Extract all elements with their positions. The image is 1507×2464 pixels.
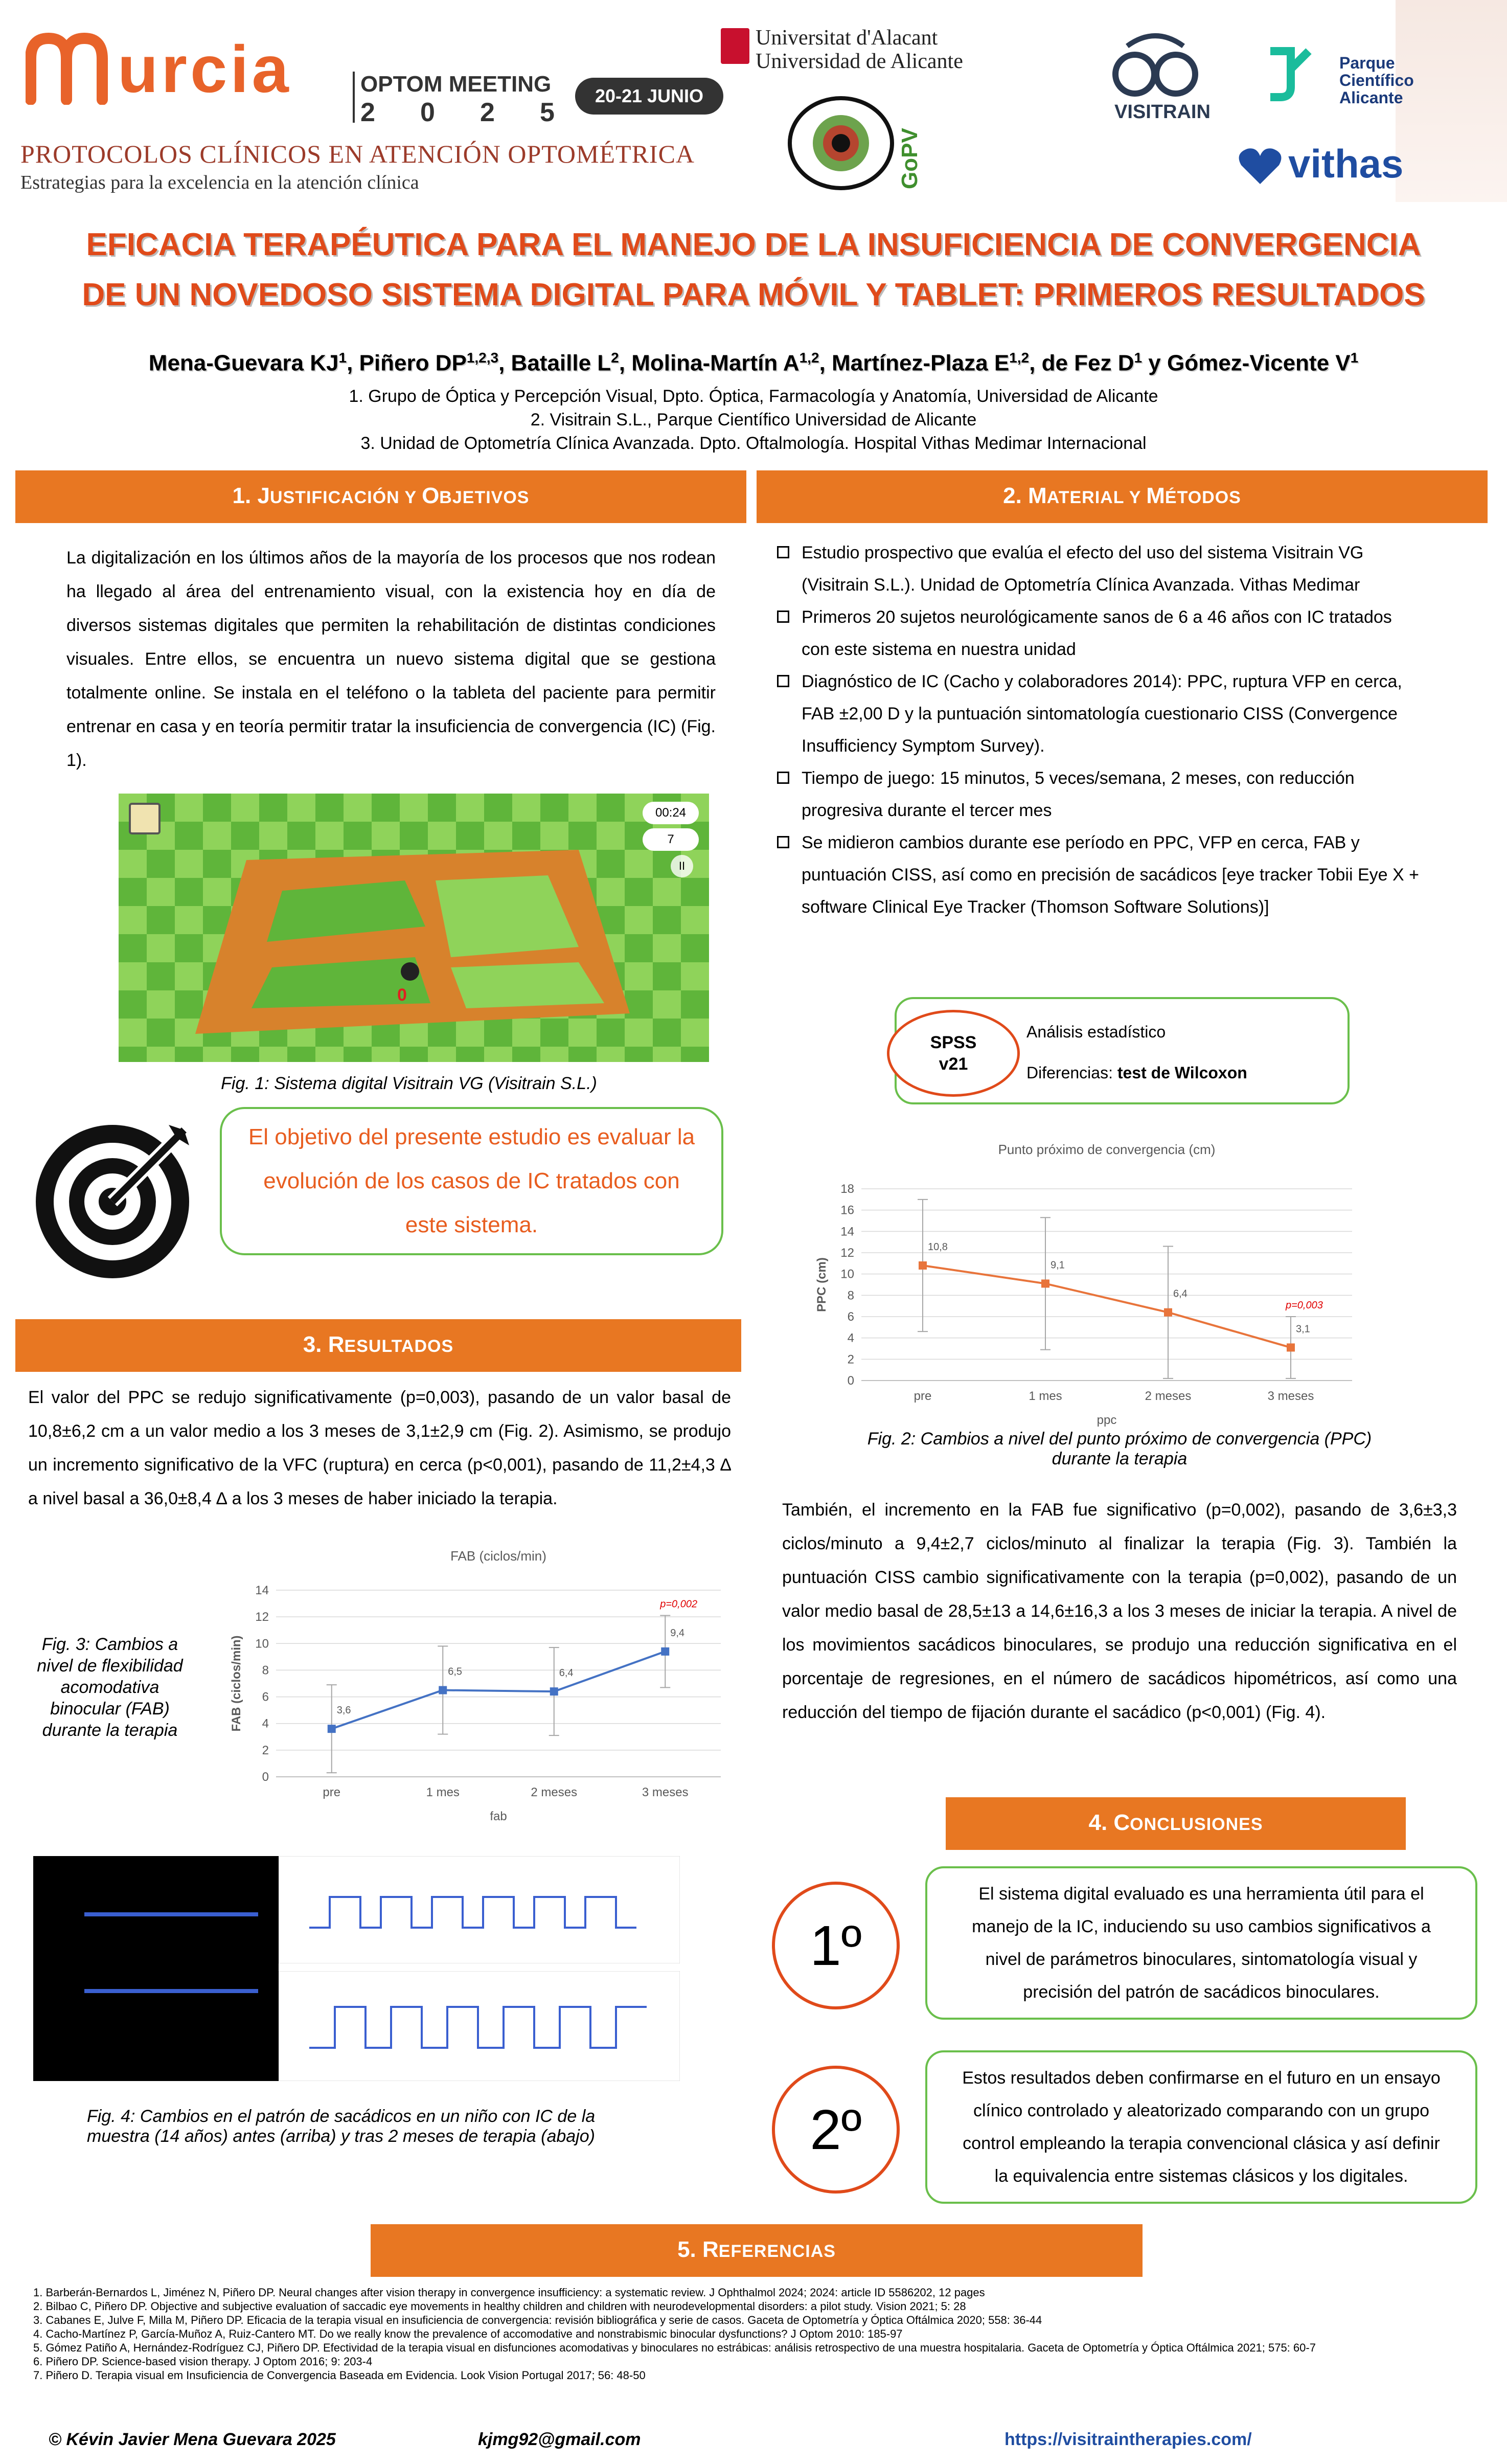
y-tick-label: 6: [847, 1310, 854, 1324]
author-name: Gómez-Vicente V: [1167, 350, 1351, 376]
vithas-wordmark: vithas: [1288, 141, 1404, 186]
data-label: 6,4: [559, 1667, 574, 1679]
chart-title: Punto próximo de convergencia (cm): [998, 1142, 1216, 1157]
section-number: 2.: [1003, 483, 1029, 508]
chart-title: FAB (ciclos/min): [450, 1548, 546, 1564]
y-tick-label: 0: [262, 1770, 269, 1784]
section-4-header: [946, 1797, 1406, 1850]
author-name: Martínez-Plaza E: [831, 350, 1010, 376]
hourglass-icon: [129, 803, 161, 834]
authors-line: [0, 344, 1507, 378]
author-separator: ,: [347, 350, 359, 376]
x-tick-label: 1 mes: [1029, 1389, 1062, 1403]
fab-chart: [220, 1544, 731, 1825]
results-right-text: También, el incremento en la FAB fue significativo (p=0,002), pasando de 3,6±3,3 ciclos/minuto a 9,4±2,7 ciclos/minuto al finalizar la terapia (Fig. 3). También la puntuación CISS cambio significativamente con la terapia (p=0,002), pasando de un valor medio basal de 28,5±13 a 14,6±16,3 a los 3 meses de iniciar la terapia. A nivel de los movimientos sacádicos binoculares, se produjo una reducción significativa en el porcentaje de regresiones, en el número de sacádicos hipométricos, así como una reducción del tiempo de fijación durante el sacádico (p<0,001) (Fig. 4).: [782, 1500, 1457, 1722]
section-2-header: [757, 470, 1488, 523]
conclusion-number-circle: [772, 1882, 900, 2009]
author-affiliation-sup: 1: [338, 350, 347, 366]
methods-list: [777, 537, 1421, 923]
year-digit: 5: [540, 98, 555, 127]
x-axis-label: ppc: [1097, 1413, 1117, 1427]
ua-name-line1: Universitat d'Alacant: [756, 26, 938, 50]
parque-line: Científico: [1339, 71, 1414, 89]
year-digit: 2: [360, 98, 375, 127]
x-tick-label: 2 meses: [1145, 1389, 1192, 1403]
author-name: Bataille L: [511, 350, 611, 376]
author-name: Mena-Guevara KJ: [148, 350, 339, 376]
section-1-header: [15, 470, 746, 523]
p-value-annotation: p=0,002: [660, 1598, 698, 1610]
x-tick-label: 3 meses: [1267, 1389, 1314, 1403]
p-value-annotation: p=0,003: [1286, 1300, 1323, 1311]
methods-item: Primeros 20 sujetos neurológicamente sanos de 6 a 46 años con IC tratados con este sistema en nuestra unidad: [777, 601, 1421, 666]
section-rest: ONCLUSIONES: [1130, 1815, 1263, 1834]
y-tick-label: 8: [262, 1663, 269, 1678]
data-point: [439, 1686, 447, 1694]
y-axis-label: FAB (ciclos/min): [230, 1635, 243, 1732]
author-affiliation-sup: 1,2: [799, 350, 819, 366]
data-label: 3,1: [1296, 1323, 1310, 1335]
header-banner: [0, 0, 1507, 202]
stats-test: test de Wilcoxon: [1117, 1064, 1247, 1082]
visitrain-wordmark: VISITRAIN: [1114, 101, 1211, 123]
author-affiliation-sup: 1: [1134, 350, 1143, 366]
affiliation-line: 3. Unidad de Optometría Clínica Avanzada. Dpto. Oftalmología. Hospital Vithas Medimar Internacional: [360, 434, 1147, 453]
gopv-label: GoPV: [897, 128, 922, 189]
section-number: 1.: [232, 483, 258, 508]
objective-text: El objetivo del presente estudio es evaluar la evolución de los casos de IC tratados con este sistema.: [248, 1124, 695, 1237]
author-affiliation-sup: 2: [611, 350, 619, 366]
section-5-header: [371, 2224, 1143, 2277]
y-axis-label: PPC (cm): [815, 1257, 829, 1312]
ppc-chart: [805, 1138, 1367, 1429]
x-tick-label: pre: [914, 1389, 932, 1403]
data-label: 10,8: [928, 1241, 948, 1253]
data-point: [661, 1647, 669, 1656]
y-tick-label: 10: [255, 1637, 269, 1651]
conclusion-number-circle: [772, 2066, 900, 2194]
section-rest: ESULTADOS: [344, 1337, 454, 1356]
saccade-plot-bottom: [279, 1971, 680, 2081]
eye-logo-icon: [785, 95, 897, 192]
section-rest: BJETIVOS: [439, 488, 530, 507]
y-tick-label: 18: [840, 1182, 854, 1196]
ua-logo-icon: [721, 28, 749, 64]
section-cap: M: [1028, 483, 1047, 508]
ua-name-line2: Universidad de Alicante: [756, 50, 963, 73]
conclusion-text: Estos resultados deben confirmarse en el futuro en un ensayo clínico controlado y aleatorizado comparando con un grupo control empleando la terapia convencional clásica y así definir la equivalencia entre sistemas clásicos y los digitales.: [962, 2068, 1441, 2186]
y-tick-label: 4: [847, 1331, 854, 1345]
section-rest: EFERENCIAS: [718, 2242, 836, 2261]
reference-item: 4. Cacho-Martínez P, García-Muñoz A, Ruiz-Cantero MT. Do we really know the prevalence of accomodative and nonstrabismic binocular dysfunctions? J Optom 2010: 185-97: [33, 2327, 903, 2340]
year-digits: [360, 97, 555, 128]
dates-badge: 20-21 JUNIO: [575, 78, 723, 115]
y-tick-label: 4: [262, 1716, 269, 1731]
reference-item: 1. Barberán-Bernardos L, Jiménez N, Piñero DP. Neural changes after vision therapy in convergence insufficiency: a systematic review. J Ophthalmol 2024; 2024: article ID 5586202, 12 pages: [33, 2286, 985, 2299]
stats-title: Análisis estadístico: [1026, 1023, 1166, 1041]
author-affiliation-sup: 1,2,3: [466, 350, 499, 366]
footer-url[interactable]: https://visitraintherapies.com/: [1004, 2430, 1252, 2449]
section-cap: O: [422, 483, 440, 508]
section-cap: R: [328, 1332, 345, 1357]
section-number: 4.: [1088, 1810, 1114, 1835]
section-rest: ATERIAL Y: [1046, 488, 1147, 507]
author-name: Piñero DP: [359, 350, 467, 376]
footer-email[interactable]: kjmg92@gmail.com: [478, 2430, 641, 2449]
year-digit: 2: [480, 98, 495, 127]
optom-meeting-label: OPTOM MEETING: [360, 72, 552, 97]
conclusion-2: [772, 2050, 1488, 2204]
affiliations: [0, 385, 1507, 455]
data-label: 6,5: [448, 1666, 463, 1678]
fig4-saccade-panel: [33, 1856, 680, 2081]
poster-title: [0, 220, 1507, 320]
reference-item: 5. Gómez Patiño A, Hernández-Rodríguez CJ, Piñero DP. Efectividad de la terapia visual en disfunciones acomodativas y binoculares no estrábicas: análisis retrospectivo de una muestra hospitalaria. Gaceta de Optometría y Óptica Oftálmica 2021; 575: 60-7: [33, 2341, 1316, 2354]
y-tick-label: 12: [255, 1610, 269, 1624]
y-tick-label: 2: [262, 1743, 269, 1757]
chart-background: [805, 1138, 1367, 1429]
results-left-text: El valor del PPC se redujo significativamente (p=0,003), pasando de un valor basal de 10,8±6,2 cm a un valor medio a los 3 meses de 3,1±2,9 cm (Fig. 2). Asimismo, se produjo un incremento significativo de la VFC (ruptura) en cerca (p<0,001), pasando de 11,2±4,3 ∆ a nivel basal a 36,0±8,4 ∆ a los 3 meses de haber iniciado la terapia.: [28, 1388, 731, 1508]
conclusion-text: El sistema digital evaluado es una herramienta útil para el manejo de la IC, induciendo su uso cambios significativos a nivel de parámetros binoculares, sintomatología visual y precisión del patrón de sacádicos binoculares.: [972, 1884, 1431, 2002]
y-tick-label: 16: [840, 1203, 854, 1217]
maze-walls: [119, 794, 709, 1062]
x-tick-label: 1 mes: [426, 1785, 460, 1799]
footer-author: © Kévin Javier Mena Guevara 2025: [49, 2430, 336, 2449]
data-label: 9,1: [1051, 1259, 1065, 1271]
saccade-plot-top: [279, 1856, 680, 1963]
y-tick-label: 14: [255, 1584, 269, 1597]
fig1-caption: Fig. 1: Sistema digital Visitrain VG (Visitrain S.L.): [221, 1074, 597, 1093]
stats-diff: [1026, 1064, 1247, 1082]
fig4-caption: Fig. 4: Cambios en el patrón de sacádicos en un niño con IC de la muestra (14 años) antes (arriba) y tras 2 meses de terapia (abajo): [87, 2107, 596, 2146]
spss-circle: [887, 1010, 1020, 1097]
saccade-trace: [84, 1989, 258, 1993]
poster-title-line: DE UN NOVEDOSO SISTEMA DIGITAL PARA MÓVIL Y TABLET: PRIMEROS RESULTADOS: [82, 277, 1425, 312]
y-tick-label: 14: [840, 1225, 854, 1239]
section-cap: R: [702, 2237, 719, 2262]
section-number: 3.: [303, 1332, 328, 1357]
conclusion-text-box: [925, 2050, 1477, 2204]
stats-diff-label: Diferencias:: [1026, 1064, 1117, 1082]
game-zero-marker: 0: [397, 985, 407, 1005]
eye-tracker-view: [33, 1856, 279, 2081]
author-affiliation-sup: 1,2: [1009, 350, 1030, 366]
data-label: 3,6: [336, 1705, 351, 1716]
spss-label: SPSS v21: [930, 1033, 977, 1074]
chart-background: [220, 1544, 731, 1825]
game-counter: 7: [643, 828, 699, 851]
visitrain-glasses-icon: [1107, 26, 1204, 102]
y-tick-label: 12: [840, 1246, 854, 1260]
reference-item: 6. Piñero DP. Science-based vision therapy. J Optom 2016; 9: 203-4: [33, 2355, 373, 2368]
data-label: 6,4: [1173, 1288, 1188, 1300]
murcia-wordmark: urcia: [118, 32, 292, 106]
author-name: Molina-Martín A: [631, 350, 800, 376]
fig1-game-screenshot: [119, 794, 709, 1062]
x-tick-label: pre: [323, 1785, 341, 1799]
parque-line: Parque: [1339, 54, 1395, 72]
section-3-header: [15, 1319, 741, 1372]
reference-item: 7. Piñero D. Terapia visual em Insuficiencia de Convergencia Baseada em Evidencia. Look Vision Portugal 2017; 56: 48-50: [33, 2369, 646, 2382]
fig3-caption: Fig. 3: Cambios a nivel de flexibilidad acomodativa binocular (FAB) durante la terapia: [37, 1635, 183, 1740]
conclusion-number: 2º: [810, 2098, 862, 2161]
author-affiliation-sup: 1: [1350, 350, 1359, 366]
fig2-caption: Fig. 2: Cambios a nivel del punto próximo de convergencia (PPC) durante la terapia: [867, 1429, 1372, 1468]
data-point: [1287, 1343, 1295, 1351]
target-icon: [31, 1115, 199, 1283]
conclusion-number: 1º: [810, 1914, 862, 1977]
section-cap: J: [257, 483, 270, 508]
data-point: [1041, 1279, 1049, 1287]
y-tick-label: 8: [847, 1288, 854, 1303]
author-separator: ,: [498, 350, 511, 376]
y-tick-label: 0: [847, 1374, 854, 1388]
y-tick-label: 6: [262, 1690, 269, 1704]
methods-item: Tiempo de juego: 15 minutos, 5 veces/semana, 2 meses, con reducción progresiva durante el tercer mes: [777, 762, 1421, 827]
x-tick-label: 3 meses: [642, 1785, 689, 1799]
author-separator: y: [1142, 350, 1167, 376]
data-point: [328, 1725, 336, 1733]
data-point: [550, 1687, 558, 1696]
parque-logo-icon: [1260, 41, 1316, 102]
y-tick-label: 2: [847, 1352, 854, 1367]
section-cap: C: [1113, 1810, 1130, 1835]
author-separator: ,: [819, 350, 832, 376]
section-number: 5.: [677, 2237, 702, 2262]
affiliation-line: 1. Grupo de Óptica y Percepción Visual, Dpto. Óptica, Farmacología y Anatomía, Universidad de Alicante: [349, 387, 1158, 406]
murcia-m-icon: [26, 28, 118, 105]
strategies-subtitle: Estrategias para la excelencia en la atención clínica: [20, 172, 419, 193]
parque-name: [1339, 54, 1414, 106]
x-tick-label: 2 meses: [531, 1785, 578, 1799]
references-list: [33, 2286, 1485, 2382]
author-name: de Fez D: [1041, 350, 1134, 376]
section-rest: USTIFICACIÓN Y: [269, 488, 422, 507]
pause-button[interactable]: II: [671, 855, 693, 877]
data-point: [919, 1261, 927, 1270]
conclusion-text-box: [925, 1866, 1477, 2020]
bracket-line: [353, 72, 355, 123]
methods-item: Estudio prospectivo que evalúa el efecto del uso del sistema Visitrain VG (Visitrain S.L.). Unidad de Optometría Clínica Avanzada. Vithas Medimar: [777, 537, 1421, 601]
protocols-title: PROTOCOLOS CLÍNICOS EN ATENCIÓN OPTOMÉTRICA: [20, 140, 695, 168]
methods-item: Se midieron cambios durante ese período en PPC, VFP en cerca, FAB y puntuación CISS, así como en precisión de sacádicos [eye tracker Tobii Eye X + software Clinical Eye Tracker (Thomson Software Solutions)]: [777, 827, 1421, 923]
year-digit: 0: [420, 98, 435, 127]
saccade-trace: [84, 1912, 258, 1916]
justification-text: La digitalización en los últimos años de la mayoría de los procesos que nos rodean ha llegado al área del entrenamiento visual, con la existencia hoy en día de diversos sistemas digitales que permiten la rehabilitación de distintas condiciones visuales. Entre ellos, se encuentra un nuevo sistema digital que se gestiona totalmente online. Se instala en el teléfono o la tableta del paciente para permitir entrenar en casa y en teoría permitir tratar la insuficiencia de convergencia (IC) (Fig. 1).: [66, 548, 716, 770]
section-rest: ÉTODOS: [1164, 488, 1241, 507]
methods-item: Diagnóstico de IC (Cacho y colaboradores 2014): PPC, ruptura VFP en cerca, FAB ±2,00 D y la puntuación sintomatología cuestionario CISS (Convergence Insufficiency Symptom Survey).: [777, 666, 1421, 762]
reference-item: 2. Bilbao C, Piñero DP. Objective and subjective evaluation of saccadic eye movements in healthy children and children with neurodevelopmental disorders: a pilot study. Vision 2021; 5: 28: [33, 2300, 966, 2313]
y-tick-label: 10: [840, 1267, 854, 1281]
vithas-heart-icon: [1237, 146, 1283, 187]
section-cap: M: [1146, 483, 1165, 508]
x-axis-label: fab: [490, 1810, 507, 1823]
data-point: [1164, 1308, 1172, 1317]
affiliation-line: 2. Visitrain S.L., Parque Científico Universidad de Alicante: [530, 410, 977, 429]
conclusion-1: [772, 1866, 1488, 2020]
author-separator: ,: [619, 350, 632, 376]
game-timer: 00:24: [643, 802, 699, 824]
poster-title-line: EFICACIA TERAPÉUTICA PARA EL MANEJO DE LA INSUFICIENCIA DE CONVERGENCIA: [86, 227, 1421, 262]
parque-line: Alicante: [1339, 88, 1403, 107]
reference-item: 3. Cabanes E, Julve F, Milla M, Piñero DP. Eficacia de la terapia visual en insuficiencia de convergencia: revisión bibliográfica y serie de casos. Gaceta de Optometría y Óptica Oftálmica 2020; 558: 36-44: [33, 2314, 1042, 2326]
author-separator: ,: [1029, 350, 1042, 376]
objective-box: [220, 1107, 723, 1255]
data-label: 9,4: [670, 1627, 685, 1639]
